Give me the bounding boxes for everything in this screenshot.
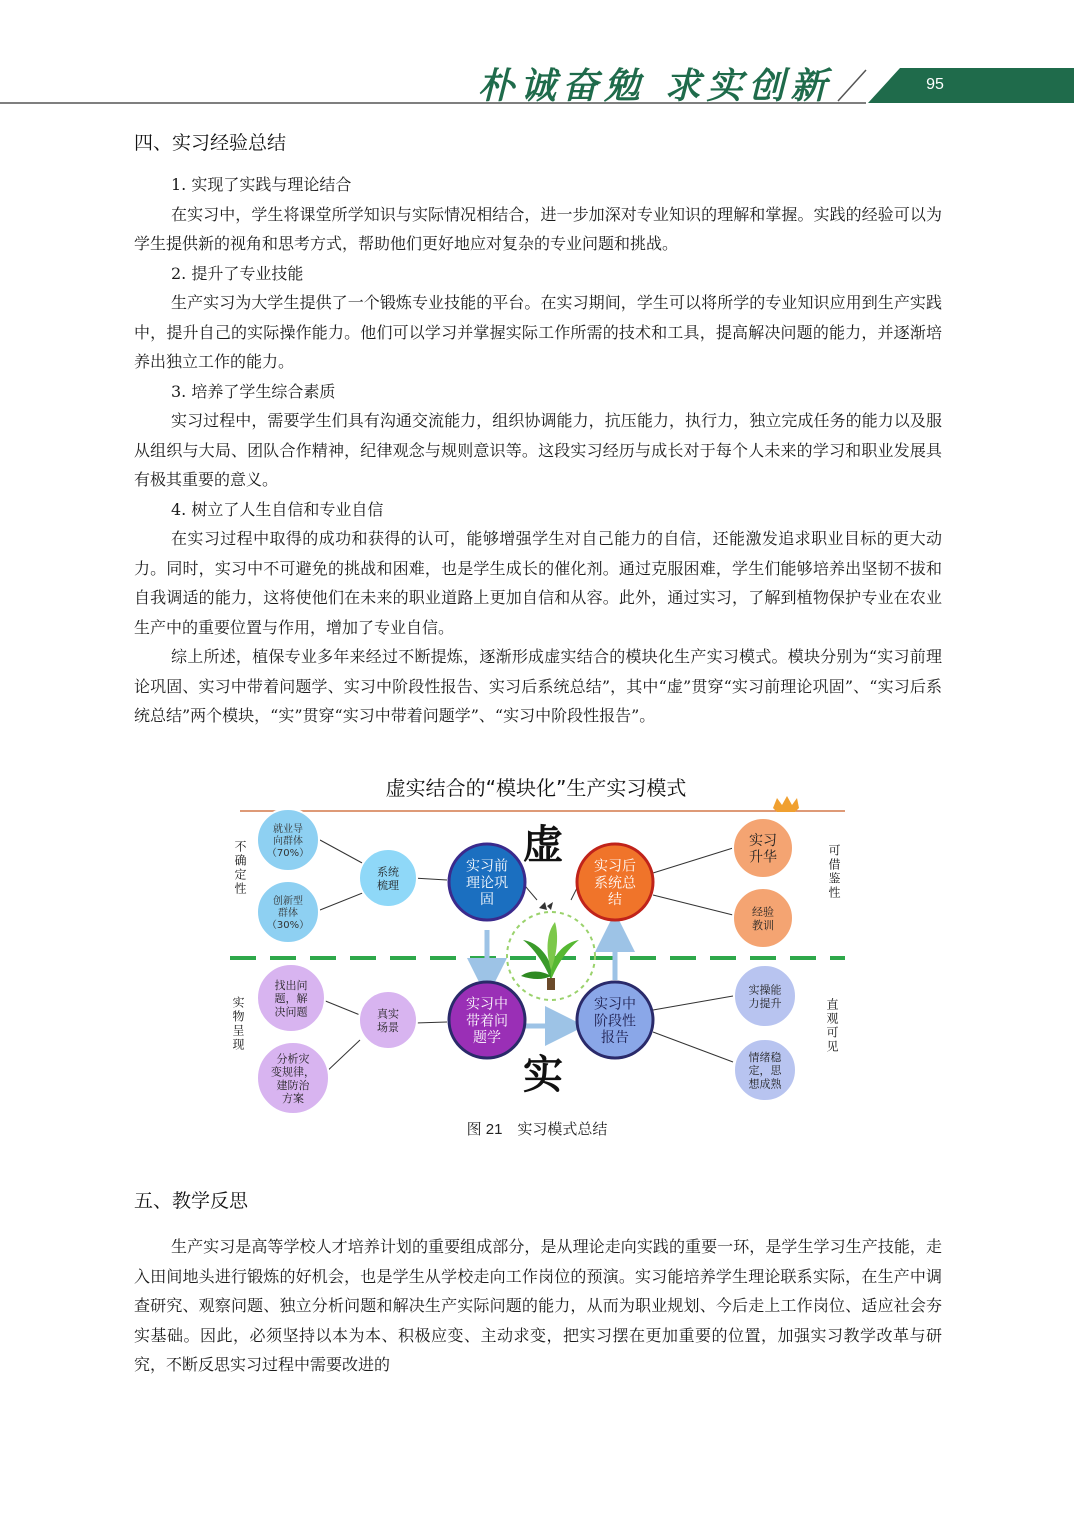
node-label: 理论巩	[466, 875, 508, 892]
node-during	[449, 982, 525, 1058]
page-number-tab	[868, 68, 1074, 103]
section-four	[134, 128, 942, 731]
page-header	[0, 0, 1074, 110]
section-heading: 五、教学反思	[134, 1190, 249, 1212]
node-findq	[257, 964, 325, 1032]
node-label: 系统	[377, 865, 399, 879]
crown-icon	[773, 796, 799, 812]
node-label: 情绪稳	[748, 1050, 782, 1064]
item-title: 1. 实现了实践与理论结合	[171, 175, 352, 194]
node-label: 升华	[749, 849, 777, 866]
node-label: 经验	[752, 905, 774, 919]
label-referable: 可借鉴性	[827, 844, 841, 900]
summary-paragraph: 综上所述，植保专业多年来经过不断提炼，逐渐形成虚实结合的模块化生产实习模式。模块分别为“实习前理论巩固、实习中带着问题学、实习中阶段性报告、实习后系统总结”，其中“虚”贯穿“实习前理论巩固”、“实习后系统总结”两个模块，“实”贯穿“实习中带着问题学”、“实习中阶段性报告”。	[134, 647, 942, 725]
node-label: 场景	[377, 1020, 399, 1034]
item-title: 2. 提升了专业技能	[171, 263, 304, 283]
section-heading: 四、实习经验总结	[134, 132, 287, 154]
node-label: 实操能	[748, 983, 782, 997]
node-sort	[359, 849, 417, 907]
node-label: 方案	[282, 1091, 304, 1105]
diagram-svg	[225, 770, 855, 1115]
node-label: 向群体	[273, 835, 303, 847]
xu-character: 虚	[523, 822, 563, 868]
school-motto: 朴诚奋勉 求实创新	[478, 65, 833, 107]
node-label: 真实	[377, 1007, 399, 1021]
shi-character: 实	[523, 1052, 563, 1098]
node-label: 分析灾	[276, 1052, 310, 1066]
item-body: 实习过程中，需要学生们具有沟通交流能力，组织协调能力，抗压能力，执行力，独立完成任务的能力以及服从组织与大局、团队合作精神，纪律观念与规则意识等。这段实习经历与成长对于每个人未来的学习和职业发展具有极其重要的意义。	[134, 411, 942, 489]
item-body: 在实习过程中取得的成功和获得的认可，能够增强学生对自己能力的自信，还能激发追求职业目标的更大动力。同时，实习中不可避免的挑战和困难，也是学生成长的催化剂。通过克服困难，学生们能够培养出坚韧不拔和自我调适的能力，这将使他们在未来的职业道路上更加自信和从容。此外，通过实习，了解到植物保护专业在农业生产中的重要位置与作用，增加了专业自信。	[134, 529, 942, 637]
node-label: 实习前	[466, 858, 508, 875]
label-uncertainty: 不确定性	[233, 840, 247, 896]
node-label: 梳理	[377, 878, 399, 892]
item-body: 生产实习为大学生提供了一个锻炼专业技能的平台。在实习期间，学生可以将所学的专业知识应用到生产实践中，提升自己的实际操作能力。他们可以学习并掌握实际工作所需的技术和工具，提高解决问题的能力，并逐渐培养出独立工作的能力。	[134, 293, 942, 371]
item-title: 4. 树立了人生自信和专业自信	[171, 499, 384, 519]
node-label: 就业导	[273, 823, 303, 835]
node-label: 报告	[601, 1030, 629, 1047]
node-label: 找出问	[274, 978, 308, 992]
node-label: 阶段性	[594, 1013, 636, 1030]
section-five	[134, 1186, 942, 1380]
node-label: （30%）	[266, 919, 310, 931]
node-label: 实习后	[594, 858, 636, 875]
practice-mode-diagram	[225, 770, 855, 1115]
node-stage	[577, 982, 653, 1058]
node-label: 创新型	[273, 895, 303, 907]
diagram-title: 虚实结合的“模块化”生产实习模式	[385, 776, 687, 800]
node-label: 实习中	[466, 996, 508, 1013]
label-intuitive: 直观可见	[825, 998, 839, 1054]
node-label: 实习	[749, 832, 777, 849]
node-skill	[734, 965, 796, 1027]
node-label: 题学	[473, 1030, 501, 1047]
node-label: 系统总	[594, 875, 636, 892]
item-body: 在实习中，学生将课堂所学知识与实际情况相结合，进一步加深对专业知识的理解和掌握。实践的经验可以为学生提供新的视角和思考方式，帮助他们更好地应对复杂的专业问题和挑战。	[134, 204, 942, 253]
node-label: 变规律，	[271, 1065, 315, 1079]
node-upgrade	[733, 818, 793, 878]
node-label: 结	[608, 892, 622, 909]
node-label: 想成熟	[748, 1077, 782, 1091]
node-emotion	[734, 1039, 796, 1101]
label-physical: 实物呈现	[231, 996, 245, 1052]
plant-illustration	[507, 902, 595, 1000]
node-label: 实习中	[594, 996, 636, 1013]
node-label: 固	[480, 892, 494, 909]
node-analyze	[257, 1042, 329, 1114]
node-label: 教训	[752, 918, 774, 932]
node-label: 题，解	[274, 992, 308, 1006]
node-label: 带着问	[466, 1013, 508, 1030]
figure-caption: 图 21 实习模式总结	[466, 1121, 608, 1138]
node-employment	[257, 809, 319, 871]
node-lesson	[733, 888, 793, 948]
reflection-paragraph: 生产实习是高等学校人才培养计划的重要组成部分，是从理论走向实践的重要一环，是学生学习生产技能，走入田间地头进行锻炼的好机会，也是学生从学校走向工作岗位的预演。实习能培养学生理论联系实际，在生产中调查研究、观察问题、独立分析问题和解决生产实际问题的能力，从而为职业规划、今后走上工作岗位、适应社会夯实基础。因此，必须坚持以本为本、积极应变、主动求变，把实习摆在更加重要的位置，加强实习教学改革与研究，不断反思实习过程中需要改进的	[134, 1237, 942, 1374]
node-label: 决问题	[274, 1005, 308, 1019]
node-real	[359, 991, 417, 1049]
node-label: 建防治	[276, 1078, 310, 1092]
node-pre	[449, 844, 525, 920]
node-label: 定，思	[748, 1064, 782, 1078]
page-number: 95	[926, 76, 944, 93]
node-post	[577, 844, 653, 920]
item-title: 3. 培养了学生综合素质	[171, 381, 336, 401]
node-label: 群体	[278, 907, 298, 919]
node-innovation	[257, 881, 319, 943]
node-label: （70%）	[266, 847, 310, 859]
node-label: 力提升	[748, 996, 782, 1010]
